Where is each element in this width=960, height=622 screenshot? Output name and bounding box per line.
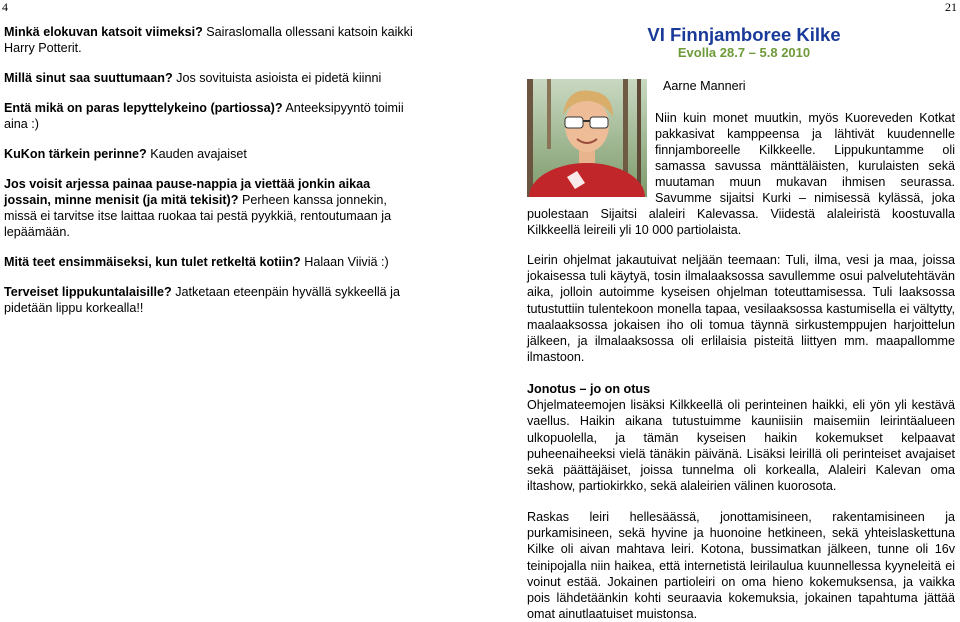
article-title: VI Finnjamboree Kilke [647,24,841,45]
article-subtitle: Evolla 28.7 – 5.8 2010 [677,45,811,60]
question: Terveiset lippukuntalaisille? [4,285,172,299]
answer: Halaan Viiviä :) [300,255,389,269]
qa-item [4,24,416,56]
page-number-right: 21 [945,0,957,14]
article-header [527,24,955,60]
answer: Jatketaan eteenpäin hyvällä sykkeellä ja pidetään lippu korkealla!! [4,285,400,315]
article-paragraph-closing: Raskas leiri hellesäässä, jonottamisineen, rakentamisineen ja purkamisineen, sekä hyvine ja huonoine hetkineen, sekä yhteislaskettuna Kilke oli aivan mahtava leiri. Kotona, bussimatkan jälkeen, tunne oli 16v teinipojalla niin haikea, että internetistä leirilaulua kuunnellessa kyyneleitä ei voinut estää. Jokainen partioleiri on oma hieno kokemuksensa, ja vaikka pois lähdetäänkin kohti seuraavia kokemuksia, jokainen tapahtuma jättää omat ainutlaatuiset muistonsa. [527,510,955,622]
article-intro [527,110,955,238]
hike-text: Ohjelmateemojen lisäksi Kilkkeellä oli perinteinen haikki, eli yön yli kestävä vaellus. Haikin aikana tutustuimme kauniisiin maisemiin leirintäalueen ulkopuolella, ja tämän kyseisen haikin kokemukset kelpaavat puheenaiheeksi vielä tänäkin päivänä. Lisäksi leirillä oli perinteiset avajaiset sekä päättäjäiset, joissa tunnelma oli korkealla, Alaleiri Kalevan oma iltashow, partiokirkko, sekä alaleirien välinen kuorosota. [527,398,955,494]
article-author: Aarne Manneri [663,79,746,93]
answer: Kauden avajaiset [146,147,247,161]
qa-item [4,70,416,86]
answer: Perheen kanssa jonnekin, missä ei tarvitse itse laittaa ruokaa tai pestä pyykkiä, rentoutumaan ja lepäämään. [4,193,392,239]
question: Millä sinut saa suuttumaan? [4,71,173,85]
photo-float-space [527,110,655,196]
question: Mitä teet ensimmäiseksi, kun tulet retkeltä kotiin? [4,255,301,269]
qa-item [4,254,416,270]
qa-item [4,146,416,162]
question: KuKon tärkein perinne? [4,147,147,161]
question: Minkä elokuvan katsoit viimeksi? [4,25,203,39]
intro-text: Niin kuin monet muutkin, myös Kuoreveden Kotkat pakkasivat kamppeensa ja lähtivät kuudennelle finnjamboreelle Kilkkeelle. Lippukuntamme oli samassa savussa mänttäläisten, kurulaisten sekä muutaman muun mukavan ihmisen seurassa. Savumme sijaitsi Kurki – nimisessä kylässä, joka puolestaan Sijaitsi alaleiri Kalevassa. Viidestä alaleiristä koostuvalla Kilkkeellä leireili yli 10 000 partiolaista. [527,111,955,237]
question: Entä mikä on paras lepyttelykeino (partiossa)? [4,101,283,115]
question: Jos voisit arjessa painaa pause-nappia ja viettää jonkin aikaa jossain, minne menisit (ja mitä tekisit)? [4,177,371,207]
qa-item [4,100,416,132]
answer: Anteeksipyyntö toimii aina :) [4,101,404,131]
page-number-left: 4 [2,0,8,14]
qa-item [4,284,416,316]
answer: Sairaslomalla ollessani katsoin kaikki Harry Potterit. [4,25,413,55]
interview-column [4,24,416,330]
article-paragraph-hike [527,381,955,494]
article-subheading: Jonotus – jo on otus [527,382,651,396]
answer: Jos sovituista asioista ei pidetä kiinni [172,71,382,85]
article-paragraph-themes: Leirin ohjelmat jakautuivat neljään teemaan: Tuli, ilma, vesi ja maa, joissa jokaisessa tuli käytyä, tosin ilmalaaksossa savullemme osui palvelutehtävän aika, jolloin autoimme kyseisen ohjelman toteuttamisessa. Tuli laaksossa tutustuttiin tulentekoon monella tapaa, vesilaaksossa kastumisella ei vältytty, maalaaksossa jokaisen iho oli tomua täynnä sirkustemppujen harjoittelun jälkeen, ja ilmalaaksossa oli erlilaisia pisteitä liittyen mm. maapallomme ilmastoon. [527,253,955,365]
qa-item [4,176,416,240]
